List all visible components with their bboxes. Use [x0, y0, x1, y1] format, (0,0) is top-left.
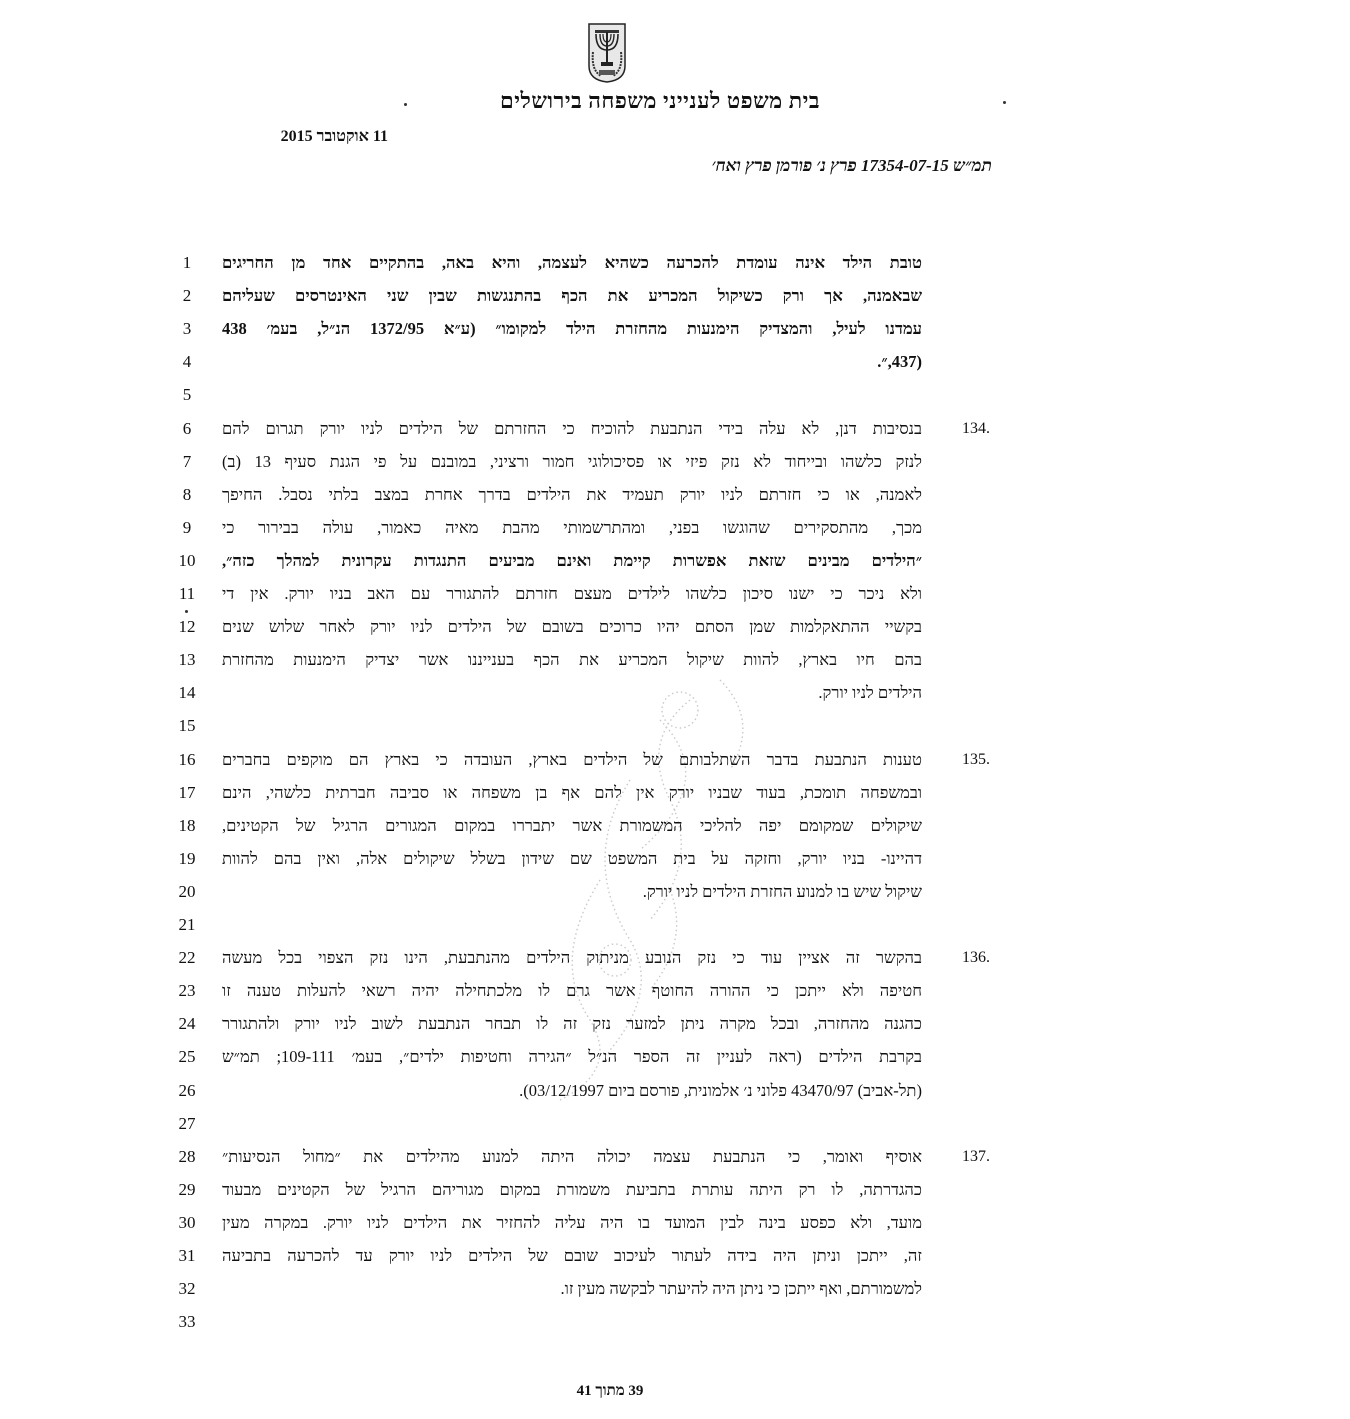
line-number: 3 — [182, 319, 192, 338]
text-line-content: זה, ייתכן וניתן היה בידה לעתור לעיכוב שובם של הילדים לניו יורק עד להכרעה בתביעה — [222, 1246, 922, 1265]
text-line-content: למשמורתם, ואף ייתכן כי ניתן היה להיעתר לבקשה מעין זו. — [560, 1279, 922, 1298]
text-line — [222, 451, 922, 473]
text-line-content: בקשיי ההתאקלמות שמן הסתם יהיו כרוכים בשובם של הילדים לניו יורק לאחר שלוש שנים — [222, 617, 922, 636]
text-line-content: דהיינו- בניו יורק, וחזקה על בית המשפט שם שידון בשלל שיקולים אלה, ואין בהם להוות — [222, 849, 922, 868]
line-number: 26 — [178, 1081, 196, 1100]
line-number: 2 — [182, 286, 192, 305]
text-line — [222, 418, 922, 440]
text-line-content: שיקולים שמקומם יפה להליכי המשמורת אשר יתבררו במקום המגורים הרגיל של הקטינים, — [222, 816, 922, 835]
text-line — [222, 1146, 922, 1168]
scan-speck — [185, 610, 188, 613]
line-number: 19 — [178, 849, 196, 868]
text-line — [222, 517, 922, 539]
line-number: 22 — [178, 948, 196, 967]
text-line — [222, 318, 922, 340]
text-line — [222, 749, 922, 771]
text-line-content: ״הילדים מבינים שזאת אפשרות קיימת ואינם מביעים התנגדות עקרונית למהלך כזה״, — [222, 551, 922, 570]
text-line-content: (437,״. — [877, 352, 922, 371]
line-number: 4 — [182, 352, 192, 371]
text-line-content: כהגדרתה, לו רק היתה עותרת בתביעת משמורת במקום מגוריהם הרגיל של הקטינים מבעוד — [222, 1180, 922, 1199]
line-number: 20 — [178, 882, 196, 901]
paragraph-number: 136. — [962, 949, 990, 966]
text-line-content: חטיפה ולא ייתכן כי ההורה החוטף אשר גרם לו מלכתחילה יהיה רשאי להעלות טענה זו — [222, 981, 922, 1000]
text-line-content: טענות הנתבעת בדבר השתלבותם של הילדים בארץ, העובדה כי בארץ הם מוקפים בחברים — [222, 750, 922, 769]
line-number: 7 — [182, 452, 192, 471]
text-line-content: לאמנה, או כי חזרתם לניו יורק תעמיד את הילדים בדרך אחרת במצב בלתי נסבל. החיפך — [222, 485, 922, 504]
text-line — [222, 649, 922, 671]
line-number: 25 — [178, 1047, 196, 1066]
line-number: 33 — [178, 1312, 196, 1331]
text-line-content: הילדים לניו יורק. — [818, 683, 922, 702]
text-line — [222, 1278, 922, 1300]
text-line — [222, 550, 922, 572]
text-line-content: בהם חיו בארץ, להוות שיקול המכריע את הכף בענייננו אשר יצדיק הימנעות מהחזרת — [222, 650, 922, 669]
text-line-content: מכך, מהתסקירים שהוגשו בפני, ומהתרשמותי מהבת מאיה כאמור, עולה בבירור כי — [222, 518, 922, 537]
page-number: 39 מתוך 41 — [576, 1383, 644, 1399]
text-line — [222, 881, 922, 903]
case-reference: תמ״ש 17354-07-15 פרץ נ׳ פורמן פרץ ואח׳ — [711, 156, 992, 175]
court-name: בית משפט לענייני משפחה בירושלים — [500, 88, 820, 113]
text-line — [222, 980, 922, 1002]
text-line — [222, 782, 922, 804]
text-line-content: בנסיבות דנן, לא עלה בידי הנתבעת להוכיח כי החזרתם של הילדים לניו יורק תגרום להם — [222, 419, 922, 438]
text-line — [222, 1013, 922, 1035]
line-number: 1 — [182, 253, 192, 272]
text-line — [222, 1179, 922, 1201]
line-number: 27 — [178, 1114, 196, 1133]
line-number: 16 — [178, 750, 196, 769]
line-number: 13 — [178, 650, 196, 669]
text-line — [222, 583, 922, 605]
state-emblem-icon — [587, 22, 627, 84]
line-number: 5 — [182, 385, 192, 404]
text-line-content: (תל-אביב) 43470/97 פלוני נ׳ אלמונית, פורסם ביום 03/12/1997). — [519, 1081, 922, 1100]
line-number: 28 — [178, 1147, 196, 1166]
text-line-content: לנזק כלשהו ובייחוד לא נזק פיזי או פסיכולוגי חמור ורציני, במובנם על פי הגנת סעיף 13 (ב) — [222, 452, 922, 471]
scan-speck — [1003, 101, 1006, 104]
line-number: 17 — [178, 783, 196, 802]
text-line — [222, 815, 922, 837]
line-number: 10 — [178, 551, 196, 570]
text-line-content: ובמשפחה תומכת, בעוד שבניו יורק אין להם אף בן משפחה או סביבה חברתית כלשהי, הינם — [222, 783, 922, 802]
line-number: 30 — [178, 1213, 196, 1232]
text-line-content: טובת הילד אינה עומדת להכרעה כשהיא לעצמה, והיא באה, בהתקיים אחד מן החריגים — [222, 253, 922, 272]
line-number: 6 — [182, 419, 192, 438]
line-number: 32 — [178, 1279, 196, 1298]
text-line — [222, 1245, 922, 1267]
text-line-content: אוסיף ואומר, כי הנתבעת עצמה יכולה היתה למנוע מהילדים את ״מחול הנסיעות״ — [222, 1147, 922, 1166]
text-line — [222, 285, 922, 307]
text-line — [222, 947, 922, 969]
text-line-content: שיקול שיש בו למנוע החזרת הילדים לניו יורק. — [642, 882, 922, 901]
line-number: 23 — [178, 981, 196, 1000]
line-number: 15 — [178, 716, 196, 735]
text-line-content: מועד, ולא כפסע בינה לבין המועד בו היה עליה להחזיר את הילדים לניו יורק. במקרה מעין — [222, 1213, 922, 1232]
line-number: 8 — [182, 485, 192, 504]
line-number: 12 — [178, 617, 196, 636]
text-line-content: עמדנו לעיל, והמצדיק הימנעות מהחזרת הילד למקומו״ (ע״א 1372/95 הנ״ל, בעמ׳ 438 — [222, 319, 922, 338]
text-line-content: בהקשר זה אציין עוד כי נזק הנובע מניתוק הילדים מהנתבעת, הינו נזק הצפוי בכל מעשה — [222, 948, 922, 967]
text-line-content: שבאמנה, אך ורק כשיקול המכריע את הכף בהתנגשות שבין שני האינטרסים שעליהם — [222, 286, 922, 305]
decision-date: 11 אוקטובר 2015 — [280, 128, 388, 145]
text-line — [222, 1080, 922, 1102]
line-number: 29 — [178, 1180, 196, 1199]
text-line-content: בקרבת הילדים (ראה לעניין זה הספר הנ״ל ״הגירה וחטיפות ילדים״, בעמ׳ 109-111; תמ״ש — [222, 1047, 922, 1066]
text-line — [222, 682, 922, 704]
scan-speck — [404, 103, 407, 106]
text-line — [222, 351, 922, 373]
line-number: 18 — [178, 816, 196, 835]
line-number: 9 — [182, 518, 192, 537]
line-number: 21 — [178, 915, 196, 934]
paragraph-number: 137. — [962, 1148, 990, 1165]
line-number: 31 — [178, 1246, 196, 1265]
line-number: 11 — [178, 584, 196, 603]
paragraph-number: 135. — [962, 751, 990, 768]
line-number: 14 — [178, 683, 196, 702]
text-line — [222, 1212, 922, 1234]
text-line — [222, 616, 922, 638]
text-line — [222, 848, 922, 870]
text-line — [222, 1046, 922, 1068]
paragraph-number: 134. — [962, 420, 990, 437]
text-line-content: כהגנה מהחזרה, ובכל מקרה ניתן למזער נזק זה לו תבחר הנתבעת לשוב לניו יורק ולהתגורר — [222, 1014, 922, 1033]
text-line-content: ולא ניכר כי ישנו סיכון כלשהו לילדים מעצם חזרתם להתגורר עם האב בניו יורק. אין די — [222, 584, 922, 603]
line-number: 24 — [178, 1014, 196, 1033]
text-line — [222, 484, 922, 506]
text-line — [222, 252, 922, 274]
